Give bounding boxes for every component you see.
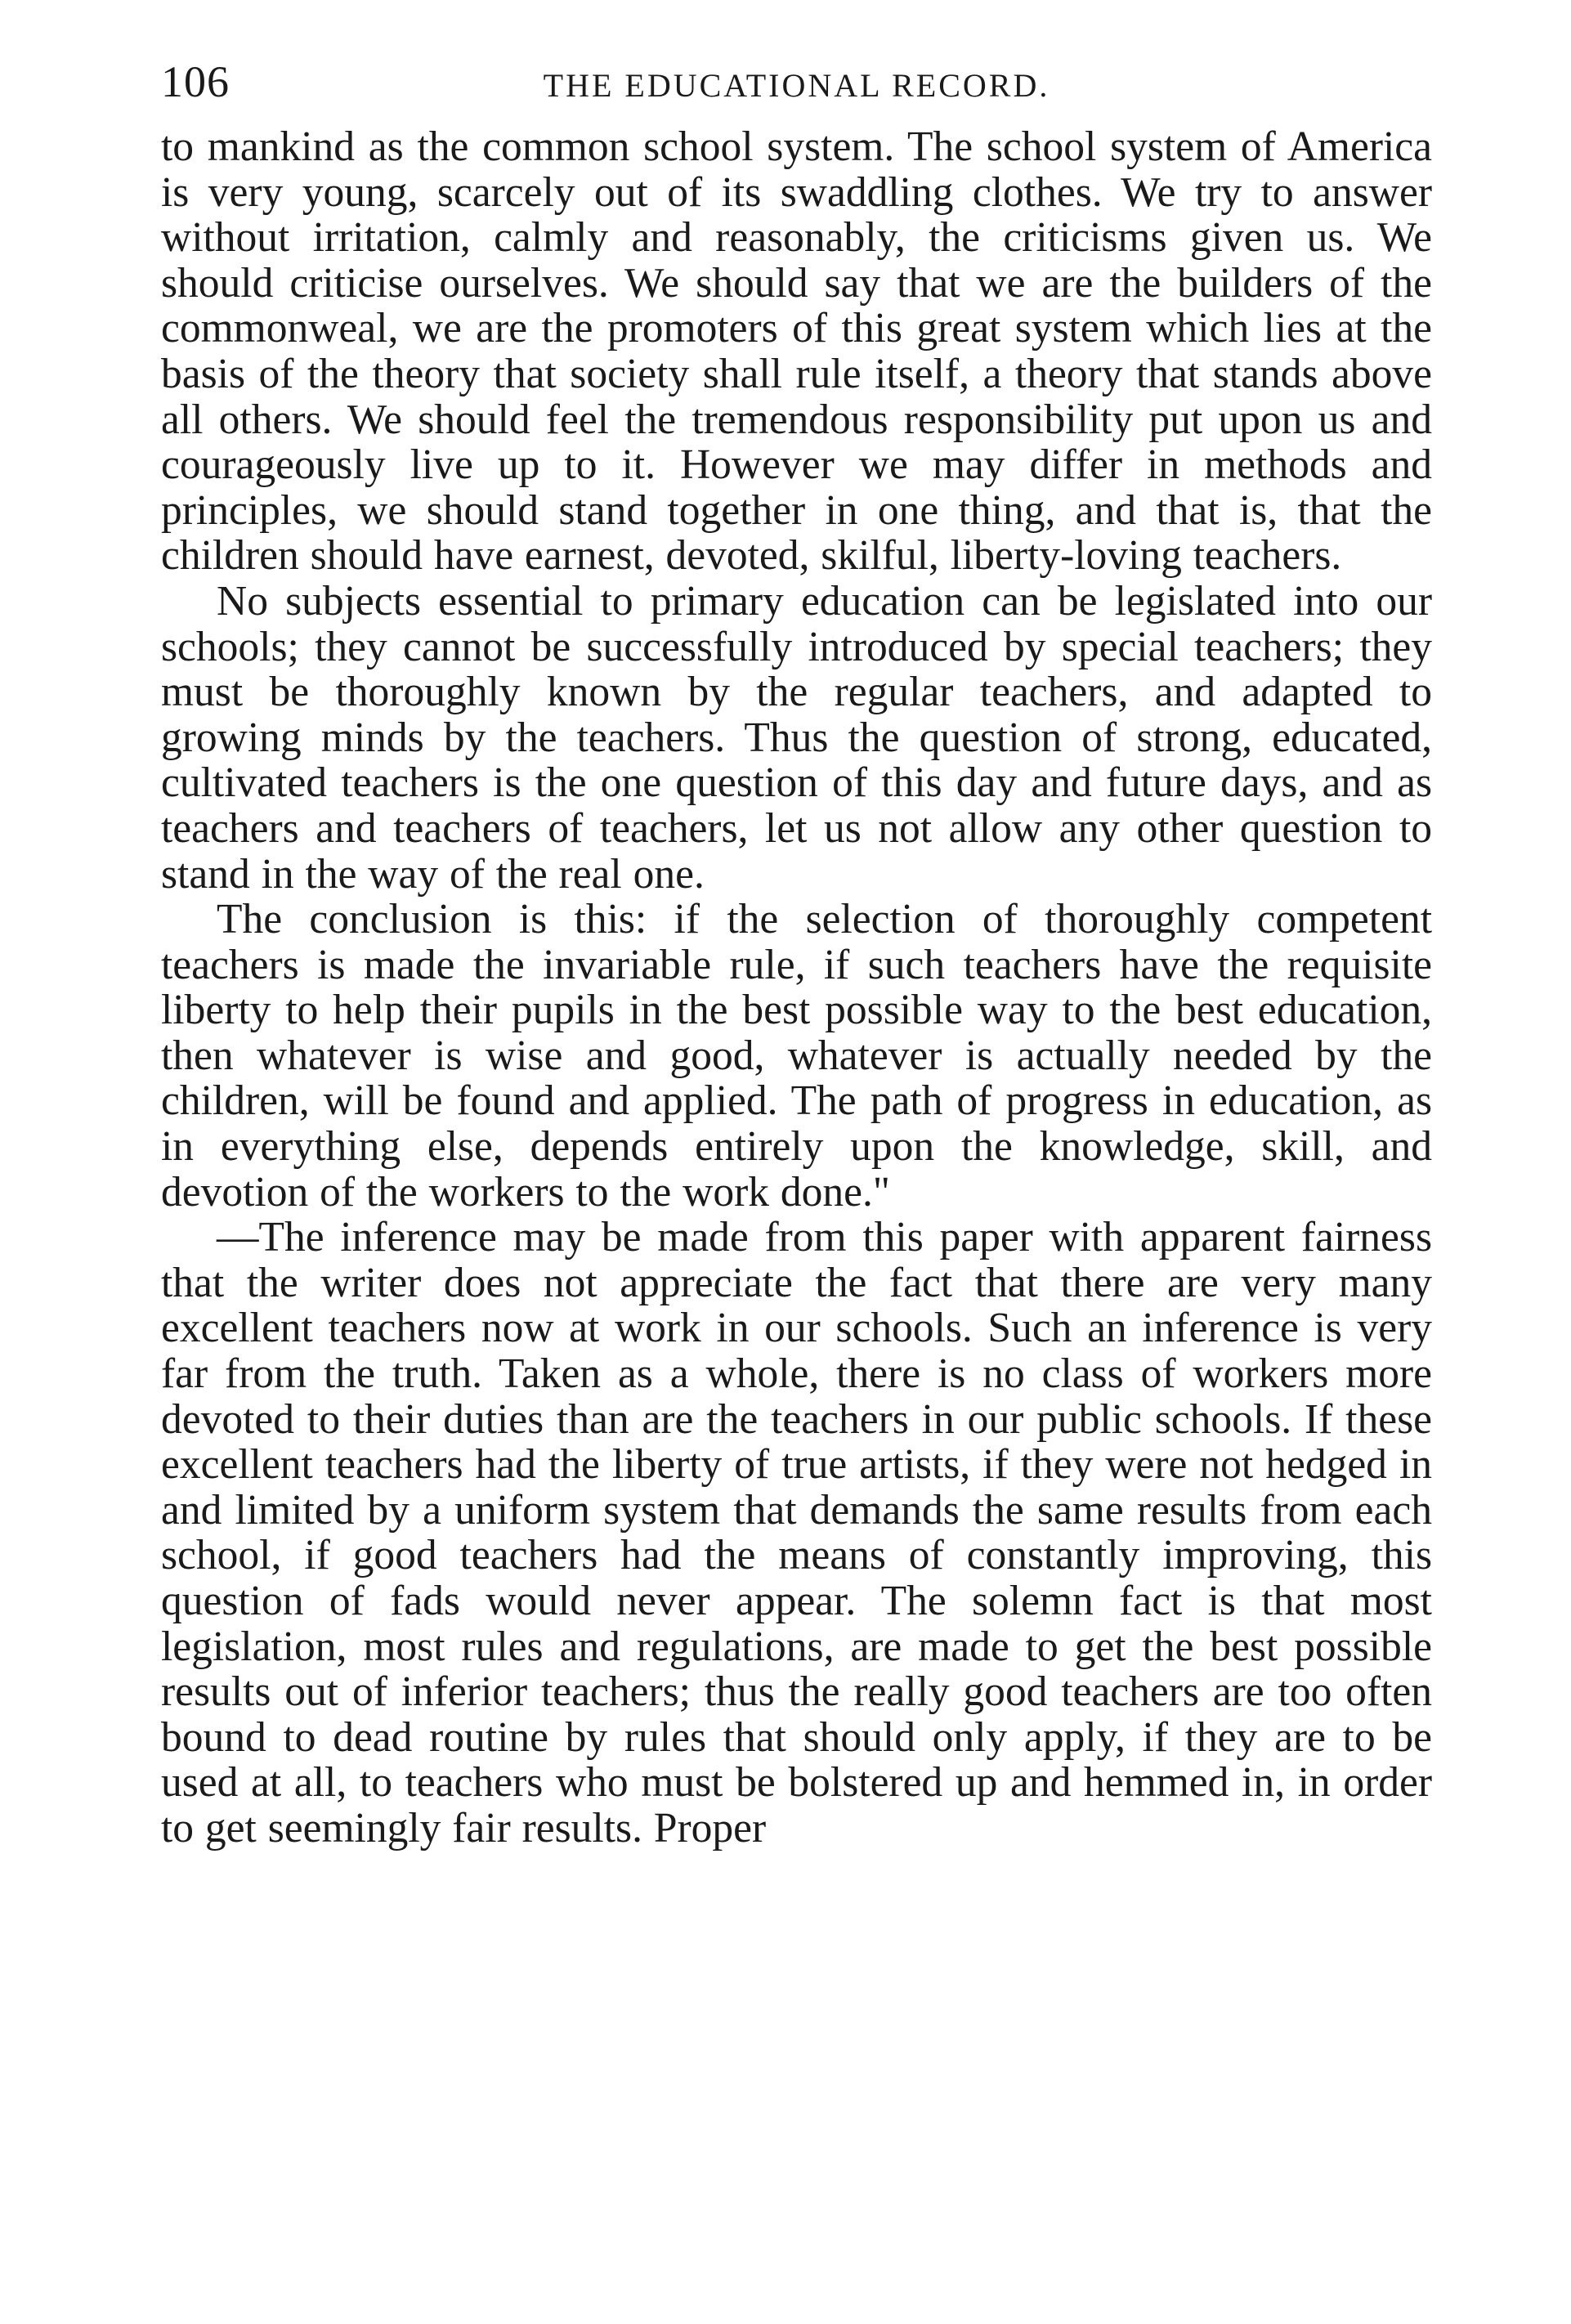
page-number: 106: [161, 57, 230, 106]
journal-title: THE EDUCATIONAL RECORD.: [543, 67, 1050, 104]
paragraph-conclusion: The conclusion is this: if the selection of thoroughly competent teachers is made the invariable rule, if such teachers have the requisite liberty to help their pupils in the best possible way to the best education, then whatever is wise and good, whatever is actually needed by the children, will be found and applied. The path of progress in education, as in everything else, depends entirely upon the knowledge, skill, and devotion of the workers to the work done.": [161, 896, 1432, 1216]
paragraph-inference: —The inference may be made from this paper with apparent fairness that the writer does not appreciate the fact that there are very many excellent teachers now at work in our schools. Such an inference is very far from the truth. Taken as a whole, there is no class of workers more devoted to their duties than are the teachers in our public schools. If these excellent teachers had the liberty of true artists, if they were not hedged in and limited by a uniform system that demands the same results from each school, if good teachers had the means of constantly improving, this question of fads would never appear. The solemn fact is that most legislation, most rules and regulations, are made to get the best possible results out of inferior teachers; thus the really good teachers are too often bound to dead routine by rules that should only apply, if they are to be used at all, to teachers who must be bolstered up and hemmed in, in order to get seemingly fair results. Proper: [161, 1214, 1432, 1852]
paragraph-continuation: to mankind as the common school system. The school system of America is very young, scarcely out of its swaddling clothes. We try to answer without irritation, calmly and reasonably, the criticisms given us. We should criticise ourselves. We should say that we are the builders of the commonweal, we are the promoters of this great system which lies at the basis of the theory that society shall rule itself, a theory that stands above all others. We should feel the tremendous responsibility put upon us and courageously live up to it. However we may differ in methods and principles, we should stand together in one thing, and that is, that the children should have earnest, devoted, skilful, liberty-loving teachers.: [161, 123, 1432, 580]
running-head: [161, 49, 1432, 124]
book-page: [161, 49, 1432, 2289]
paragraph-subjects: No subjects essential to primary education can be legislated into our schools; they cannot be successfully introduced by special teachers; they must be thoroughly known by the regular teachers, and adapted to growing minds by the teachers. Thus the question of strong, educated, cultivated teachers is the one question of this day and future days, and as teachers and teachers of teachers, let us not allow any other question to stand in the way of the real one.: [161, 577, 1432, 898]
body-text: [161, 124, 1432, 1852]
